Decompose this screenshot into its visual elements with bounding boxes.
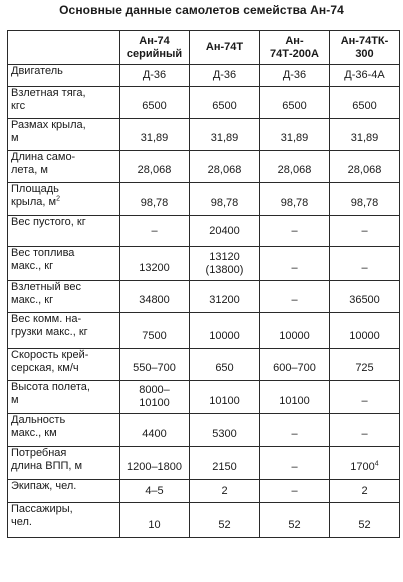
table-cell: Д-36-4А	[330, 65, 400, 87]
table-row	[8, 480, 400, 503]
row-label: Пассажиры, чел.	[8, 503, 120, 538]
table-row	[8, 349, 400, 381]
table-cell: 6500	[260, 87, 330, 119]
header-row	[8, 31, 400, 65]
table-cell: 10	[120, 503, 190, 538]
table-cell: –	[260, 247, 330, 281]
table-cell: –	[330, 247, 400, 281]
row-label: Вес топлива макс., кг	[8, 247, 120, 281]
table-cell: 98,78	[260, 183, 330, 216]
table-cell: –	[260, 447, 330, 480]
table-cell: 28,068	[260, 151, 330, 183]
table-cell: 7500	[120, 313, 190, 349]
table-cell: 28,068	[330, 151, 400, 183]
table-cell: Д-36	[190, 65, 260, 87]
table-cell: 20400	[190, 216, 260, 247]
table-cell: 13120 (13800)	[190, 247, 260, 281]
table-cell: 2	[190, 480, 260, 503]
row-label: Размах крыла, м	[8, 119, 120, 151]
table-title: Основные данные самолетов семейства Ан-74	[59, 3, 344, 17]
table-row	[8, 503, 400, 538]
table-cell: 600–700	[260, 349, 330, 381]
table-cell: 10100	[190, 381, 260, 414]
table-row	[8, 87, 400, 119]
table-cell: 725	[330, 349, 400, 381]
table-cell: 8000– 10100	[120, 381, 190, 414]
table-cell: –	[260, 414, 330, 447]
table-cell: 6500	[190, 87, 260, 119]
table-row	[8, 313, 400, 349]
table-cell: 52	[260, 503, 330, 538]
table-cell: 31,89	[120, 119, 190, 151]
table-row	[8, 247, 400, 281]
table-cell: –	[260, 480, 330, 503]
table-row	[8, 119, 400, 151]
table-cell: 6500	[330, 87, 400, 119]
table-cell: 98,78	[120, 183, 190, 216]
column-header: Ан- 74Т-200А	[260, 31, 330, 65]
table-row	[8, 447, 400, 480]
table-cell: Д-36	[260, 65, 330, 87]
column-header: Ан-74ТК- 300	[330, 31, 400, 65]
row-label: Двигатель	[8, 65, 120, 87]
row-label: Потребная длина ВПП, м	[8, 447, 120, 480]
aircraft-specs-table	[7, 30, 400, 538]
table-cell: 31,89	[260, 119, 330, 151]
table-cell: 650	[190, 349, 260, 381]
row-label: Площадь крыла, $м^2$	[8, 183, 120, 216]
table-row	[8, 183, 400, 216]
table-cell: 31,89	[330, 119, 400, 151]
table-cell: 34800	[120, 281, 190, 313]
footnote-marker: 4	[374, 460, 379, 468]
table-cell: –	[120, 216, 190, 247]
header-corner	[8, 31, 120, 65]
row-label: Высота полета, м	[8, 381, 120, 414]
table-cell: 6500	[120, 87, 190, 119]
row-label: Взлетный вес макс., кг	[8, 281, 120, 313]
table-cell: 4400	[120, 414, 190, 447]
table-cell: 4–5	[120, 480, 190, 503]
row-label: Длина само- лета, м	[8, 151, 120, 183]
table-cell: 98,78	[190, 183, 260, 216]
table-row	[8, 381, 400, 414]
table-cell: 10000	[260, 313, 330, 349]
row-label: Дальность макс., км	[8, 414, 120, 447]
table-cell: 98,78	[330, 183, 400, 216]
table-cell: Д-36	[120, 65, 190, 87]
table-cell: 10100	[260, 381, 330, 414]
table-cell: –	[260, 281, 330, 313]
table-cell: 2150	[190, 447, 260, 480]
table-row	[8, 151, 400, 183]
table-cell: –	[260, 216, 330, 247]
row-label: Экипаж, чел.	[8, 480, 120, 503]
table-row	[8, 216, 400, 247]
row-label: Вес комм. на- грузки макс., кг	[8, 313, 120, 349]
table-cell: 28,068	[120, 151, 190, 183]
table-cell: 2	[330, 480, 400, 503]
row-label: Взлетная тяга, кгс	[8, 87, 120, 119]
table-cell: 52	[330, 503, 400, 538]
table-cell: –	[330, 216, 400, 247]
table-cell: 31200	[190, 281, 260, 313]
table-cell: 10000	[330, 313, 400, 349]
table-row	[8, 65, 400, 87]
table-cell: 1200–1800	[120, 447, 190, 480]
table-cell: 10000	[190, 313, 260, 349]
table-cell: 1700$^4$	[330, 447, 400, 480]
table-cell: 5300	[190, 414, 260, 447]
table-cell: 36500	[330, 281, 400, 313]
column-header: Ан-74 серийный	[120, 31, 190, 65]
table-cell: 52	[190, 503, 260, 538]
row-label: Вес пустого, кг	[8, 216, 120, 247]
table-row	[8, 414, 400, 447]
table-cell: –	[330, 381, 400, 414]
table-cell: 28,068	[190, 151, 260, 183]
table-cell: 550–700	[120, 349, 190, 381]
column-header: Ан-74Т	[190, 31, 260, 65]
row-label: Скорость крей- серская, км/ч	[8, 349, 120, 381]
table-cell: 31,89	[190, 119, 260, 151]
table-row	[8, 281, 400, 313]
table-cell: –	[330, 414, 400, 447]
table-cell: 13200	[120, 247, 190, 281]
